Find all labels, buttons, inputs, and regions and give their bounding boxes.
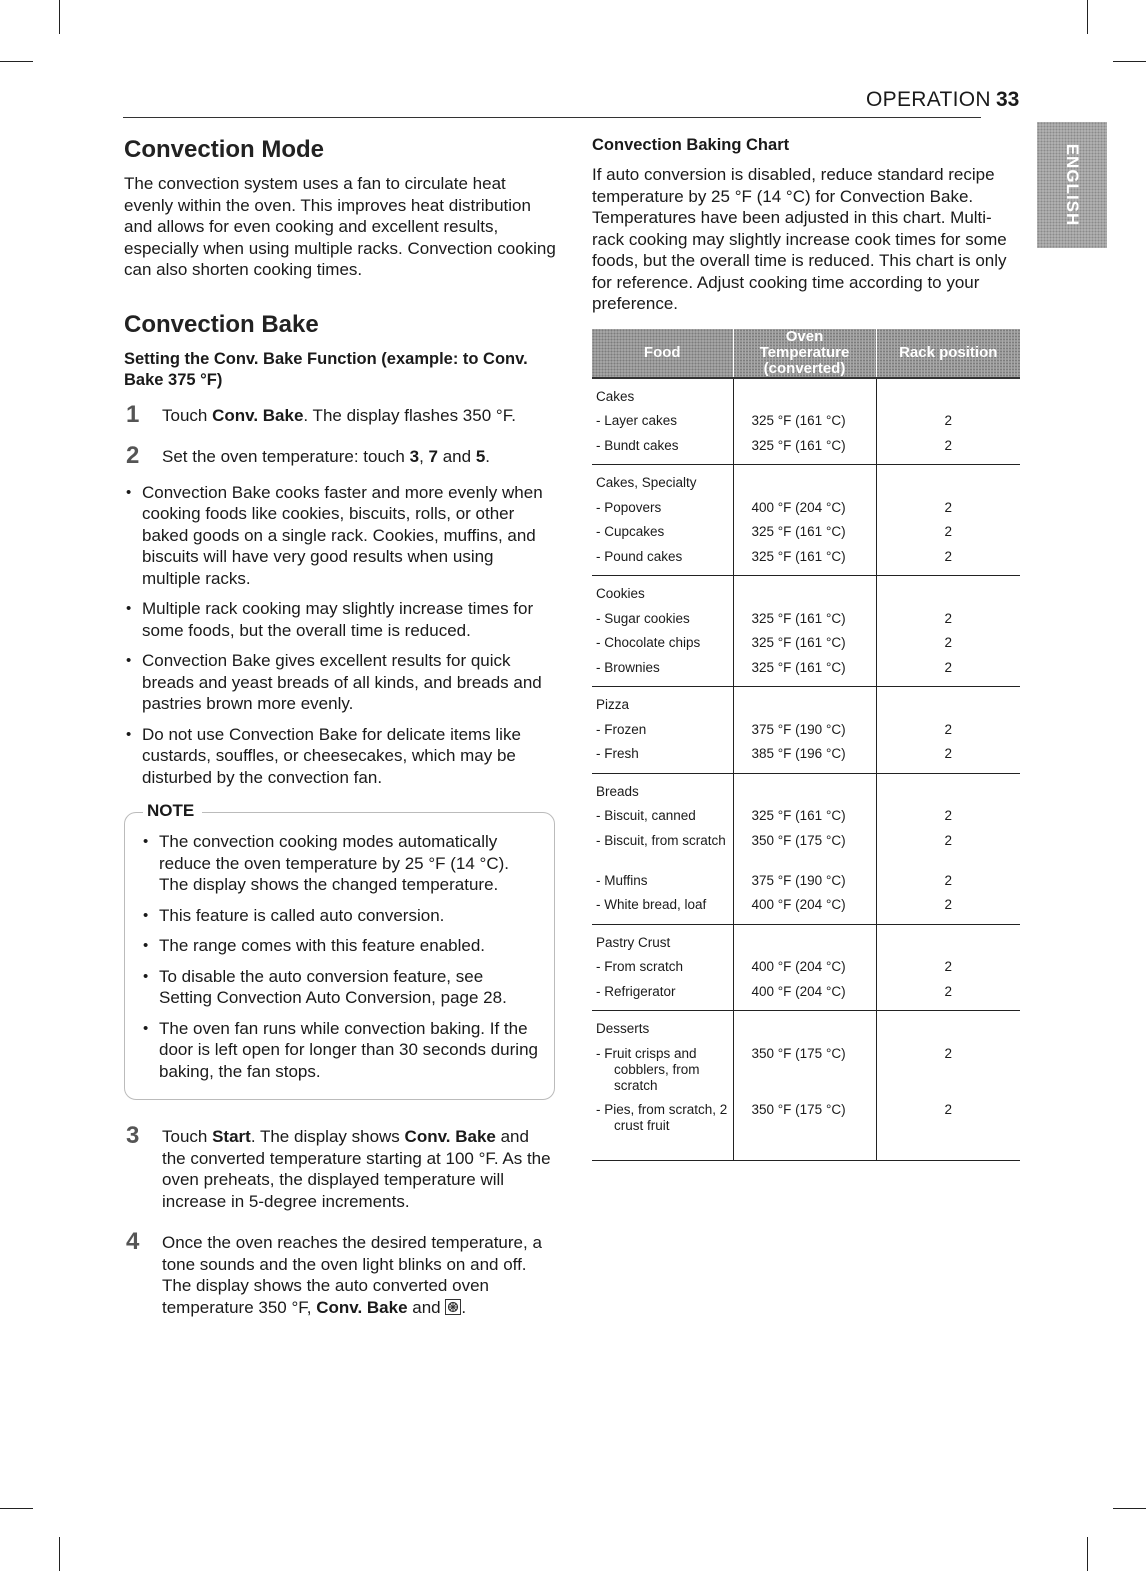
temperature-cell (733, 378, 876, 465)
rack-cell (876, 378, 1020, 465)
rack-value: 2 (944, 746, 952, 761)
table-row (592, 773, 1020, 924)
step-key: Start (212, 1127, 251, 1146)
table-row (592, 1011, 1020, 1161)
temperature-value: 325 °F (161 °C) (751, 548, 846, 564)
rack-value: 2 (944, 659, 952, 675)
temperature-cell (733, 773, 876, 924)
right-column (592, 136, 1022, 1161)
note-item: • The oven fan runs while convection baking. If the door is left open for longer than 30 seconds during baking, the fan stops. (143, 1018, 538, 1083)
food-cell (592, 465, 733, 576)
rack-cell (876, 687, 1020, 774)
chart-intro: If auto conversion is disabled, reduce standard recipe temperature by 25 °F (14 °C) for Convection Bake. Temperatures have been adjusted in this chart. Multi-rack cooking may slightly increase cook times for some foods, but the overall time is reduced. This chart is only for reference. Adjust cooking time according to your preference. (592, 165, 1007, 313)
section-title-convection-mode: Convection Mode (124, 136, 325, 163)
language-tab-label: ENGLISH (1063, 143, 1082, 227)
step-text: , (419, 447, 429, 466)
temperature-cell (733, 687, 876, 774)
food-item: - Biscuit, from scratch (596, 832, 726, 848)
note-item: • This feature is called auto conversion. (143, 905, 538, 927)
rack-value: 2 (944, 1045, 952, 1061)
step-number: 4 (126, 1228, 140, 1255)
crop-mark (0, 61, 33, 62)
food-item: - Bundt cakes (596, 437, 679, 453)
rack-value: 2 (944, 832, 952, 848)
food-category: Pastry Crust (596, 934, 671, 950)
rack-value: 2 (944, 610, 952, 626)
section-header: OPERATION (866, 88, 991, 111)
crop-mark (59, 1537, 60, 1571)
crop-mark (1087, 0, 1088, 34)
temperature-value: 375 °F (190 °C) (751, 721, 846, 737)
temperature-cell (733, 465, 876, 576)
food-item: - Brownies (596, 659, 660, 675)
food-item: - Fresh (596, 746, 639, 761)
temperature-cell (733, 924, 876, 1011)
rack-value: 2 (944, 524, 952, 539)
note-title: NOTE (143, 801, 202, 821)
convection-bake-bullets (124, 482, 556, 789)
food-item: - Fruit crisps and cobblers, from scratch (596, 1045, 700, 1093)
step-2 (124, 442, 556, 469)
list-item: • Multiple rack cooking may slightly increase times for some foods, but the overall time is reduced. (124, 598, 556, 641)
food-category: Desserts (596, 1021, 650, 1036)
temperature-value: 325 °F (161 °C) (751, 437, 846, 453)
rack-value: 2 (944, 983, 952, 999)
rack-value: 2 (944, 721, 952, 737)
rack-value: 2 (944, 808, 952, 823)
table-row (592, 924, 1020, 1011)
food-item: - Layer cakes (596, 413, 678, 428)
temperature-value: 400 °F (204 °C) (751, 897, 846, 912)
temperature-value: 325 °F (161 °C) (751, 808, 846, 823)
step-key: 5 (475, 447, 486, 466)
note-item: • The range comes with this feature enabled. (143, 935, 538, 957)
column-header-food: Food (592, 329, 733, 378)
rack-cell (876, 465, 1020, 576)
table-row (592, 576, 1020, 687)
column-header-temperature: Oven Temperature (converted) (733, 329, 876, 378)
step-1 (124, 400, 556, 428)
food-item: - From scratch (596, 959, 684, 974)
rack-cell (876, 924, 1020, 1011)
page-number: 33 (996, 88, 1020, 111)
rack-cell (876, 576, 1020, 687)
list-item: • Convection Bake gives excellent results for quick breads and yeast breads of all kinds, and breads and pastries brown more evenly. (124, 650, 556, 715)
step-key: 7 (428, 447, 438, 466)
step-text: . (485, 447, 491, 466)
step-number: 3 (126, 1122, 140, 1149)
food-cell (592, 773, 733, 924)
list-item: • Convection Bake cooks faster and more evenly when cooking foods like cookies, biscuits, rolls, or other baked goods on a single rack. Cookies, muffins, and biscuits will have very good results when using multiple racks. (124, 482, 556, 590)
temperature-value: 325 °F (161 °C) (751, 635, 846, 650)
food-item: - Chocolate chips (596, 635, 701, 650)
food-category: Cakes, Specialty (596, 475, 697, 490)
header-divider (123, 117, 981, 118)
food-category: Cakes (596, 388, 635, 404)
temperature-value: 325 °F (161 °C) (751, 524, 846, 539)
rack-value: 2 (944, 499, 952, 515)
temperature-value: 350 °F (175 °C) (751, 1101, 846, 1117)
table-row (592, 378, 1020, 465)
food-item: - Pound cakes (596, 548, 683, 564)
convection-baking-table (592, 329, 1020, 1161)
temperature-value: 325 °F (161 °C) (751, 659, 846, 675)
food-item: - White bread, loaf (596, 897, 707, 912)
food-item: - Biscuit, canned (596, 808, 696, 823)
step-number: 2 (126, 442, 140, 469)
step-4 (124, 1228, 556, 1318)
temperature-value: 385 °F (196 °C) (751, 746, 846, 761)
rack-value: 2 (944, 437, 952, 453)
step-key: Conv. Bake (316, 1297, 408, 1317)
step-key: Conv. Bake (404, 1127, 496, 1146)
food-cell (592, 1011, 733, 1161)
table-row (592, 687, 1020, 774)
food-category: Pizza (596, 697, 630, 712)
convection-mode-intro: The convection system uses a fan to circulate heat evenly within the oven. This improves heat distribution and allows for even cooking and excellent results, especially when using multiple racks. Convection cooking can also shorten cooking times. (124, 174, 556, 279)
temperature-value: 375 °F (190 °C) (751, 872, 846, 888)
temperature-cell (733, 576, 876, 687)
food-item: - Popovers (596, 499, 662, 515)
step-text: Once the oven reaches the desired temperature, a tone sounds and the oven light blinks on and off. The display shows the auto converted oven temperature 350 °F, (162, 1233, 542, 1317)
crop-mark (1113, 1508, 1146, 1509)
food-cell (592, 687, 733, 774)
rack-value: 2 (944, 1101, 952, 1117)
food-cell (592, 924, 733, 1011)
food-item: - Sugar cookies (596, 610, 690, 626)
list-item: • Do not use Convection Bake for delicate items like custards, souffles, or cheesecakes, which may be disturbed by the convection fan. (124, 724, 556, 789)
temperature-value: 325 °F (161 °C) (751, 413, 846, 428)
rack-value: 2 (944, 897, 952, 912)
food-category: Cookies (596, 586, 645, 601)
left-column (124, 136, 556, 1318)
rack-value: 2 (944, 548, 952, 564)
crop-mark (59, 0, 60, 34)
step-text: . The display shows (250, 1127, 405, 1146)
rack-value: 2 (944, 635, 952, 650)
section-title-convection-bake: Convection Bake (124, 310, 319, 338)
step-text: Set the oven temperature: touch (162, 447, 410, 466)
crop-mark (1087, 1537, 1088, 1571)
temperature-value: 350 °F (175 °C) (751, 832, 846, 848)
language-tab (1037, 122, 1107, 248)
rack-cell (876, 773, 1020, 924)
food-item: - Muffins (596, 872, 648, 888)
food-cell (592, 576, 733, 687)
column-header-rack: Rack position (876, 329, 1020, 378)
temperature-cell (733, 1011, 876, 1161)
note-box (124, 801, 555, 1100)
temperature-value: 400 °F (204 °C) (751, 499, 846, 515)
step-text: Touch (162, 1127, 213, 1146)
step-text: and (407, 1297, 446, 1317)
step-key: 3 (409, 447, 420, 466)
note-item: • To disable the auto conversion feature, see Setting Convection Auto Conversion, page 28. (143, 966, 538, 1009)
food-cell (592, 378, 733, 465)
step-text: and the converted temperature starting at 100 °F. As the oven preheats, the displayed temperature will increase in 5-degree increments. (162, 1127, 551, 1211)
note-item: • The convection cooking modes automatically reduce the oven temperature by 25 °F (14 °C). The display shows the changed temperature. (143, 831, 538, 896)
table-header-row (592, 329, 1020, 378)
rack-value: 2 (944, 413, 952, 428)
food-category: Breads (596, 783, 639, 799)
step-text: and (438, 447, 476, 466)
food-item: - Pies, from scratch, 2 crust fruit (596, 1101, 728, 1133)
step-text: . The display flashes 350 °F. (303, 405, 516, 425)
step-3 (124, 1122, 556, 1212)
table-row (592, 465, 1020, 576)
chart-heading: Convection Baking Chart (592, 136, 790, 154)
setting-heading: Setting the Conv. Bake Function (example: to Conv. Bake 375 °F) (124, 349, 528, 389)
rack-cell (876, 1011, 1020, 1161)
temperature-value: 400 °F (204 °C) (751, 959, 846, 974)
rack-value: 2 (944, 959, 952, 974)
crop-mark (1113, 61, 1146, 62)
food-item: - Cupcakes (596, 524, 665, 539)
food-item: - Refrigerator (596, 983, 676, 999)
step-text: . (461, 1297, 467, 1317)
convection-fan-icon (445, 1299, 461, 1315)
temperature-value: 400 °F (204 °C) (751, 983, 846, 999)
rack-value: 2 (944, 872, 952, 888)
step-number: 1 (126, 400, 140, 428)
temperature-value: 350 °F (175 °C) (751, 1045, 846, 1061)
step-key: Conv. Bake (212, 405, 304, 425)
food-item: - Frozen (596, 721, 647, 737)
temperature-value: 325 °F (161 °C) (751, 610, 846, 626)
crop-mark (0, 1508, 33, 1509)
step-text: Touch (162, 405, 213, 425)
